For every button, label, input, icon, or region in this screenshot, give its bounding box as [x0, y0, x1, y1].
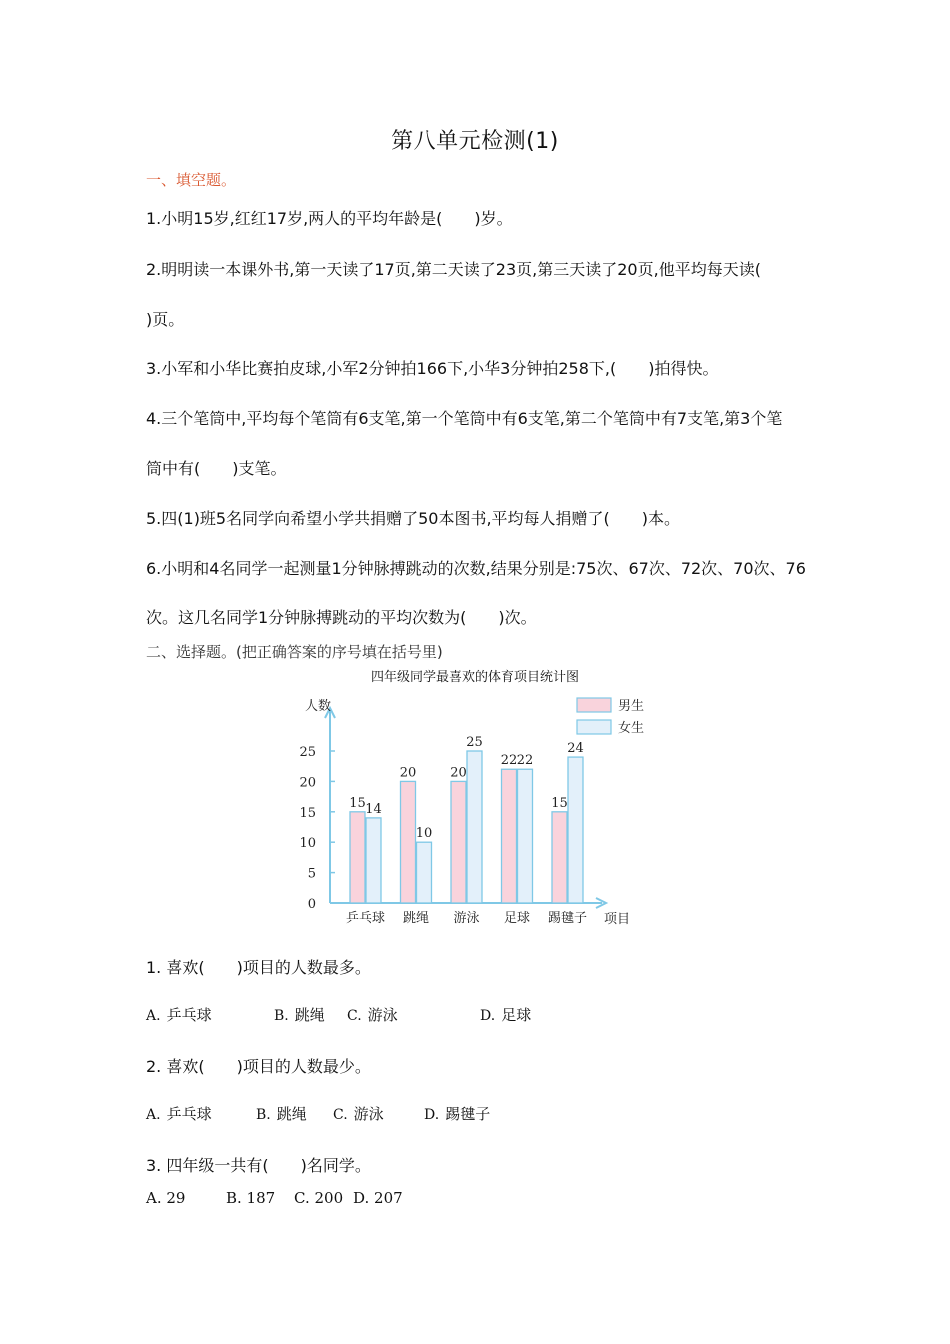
- question-fill-5: 5.四(1)班5名同学向希望小学共捐赠了50本图书,平均每人捐赠了( )本。: [146, 509, 681, 528]
- data-label: 15: [349, 795, 366, 811]
- q3-option-a: A. 29: [146, 1189, 186, 1207]
- question-choice-2: 2. 喜欢( )项目的人数最少。: [146, 1057, 371, 1076]
- y-tick-label: 20: [299, 775, 316, 791]
- q2-option-d: D. 踢毽子: [424, 1105, 491, 1123]
- q1-option-b: B. 跳绳: [274, 1006, 325, 1024]
- legend-swatch: [577, 720, 611, 734]
- chart-title: 四年级同学最喜欢的体育项目统计图: [370, 670, 579, 685]
- question-fill-1: 1.小明15岁,红红17岁,两人的平均年龄是( )岁。: [146, 209, 513, 228]
- data-label: 25: [466, 735, 483, 750]
- section-heading-fill-blanks: 一、填空题。: [146, 171, 237, 189]
- q3-option-d: D. 207: [353, 1189, 403, 1207]
- bar: [467, 751, 482, 903]
- question-choice-3: 3. 四年级一共有( )名同学。: [146, 1156, 371, 1175]
- question-fill-6-cont: 次。这几名同学1分钟脉搏跳动的平均次数为( )次。: [146, 608, 537, 627]
- question-choice-1: 1. 喜欢( )项目的人数最多。: [146, 958, 371, 977]
- bar: [502, 769, 517, 903]
- bar: [518, 769, 533, 903]
- question-fill-4-cont: 筒中有( )支笔。: [146, 459, 287, 478]
- q1-option-c: C. 游泳: [347, 1006, 398, 1024]
- data-label: 15: [551, 795, 568, 811]
- category-label: 游泳: [453, 911, 480, 926]
- legend-label: 女生: [618, 721, 645, 736]
- bar-chart: [280, 688, 660, 933]
- q2-option-b: B. 跳绳: [256, 1105, 307, 1123]
- bar: [552, 812, 567, 903]
- question-fill-2-cont: )页。: [146, 310, 185, 329]
- y-tick-label: 15: [299, 805, 316, 821]
- bar: [366, 818, 381, 903]
- bar: [568, 757, 583, 903]
- bar: [401, 781, 416, 903]
- bar: [350, 812, 365, 903]
- data-label: 22: [516, 753, 534, 769]
- y-tick-label: 5: [307, 866, 316, 882]
- legend-swatch: [577, 698, 611, 712]
- q1-option-d: D. 足球: [480, 1006, 532, 1024]
- legend-label: 男生: [618, 699, 645, 714]
- x-axis-title: 项目: [604, 912, 631, 927]
- category-label: 乒乓球: [345, 911, 386, 926]
- q2-option-c: C. 游泳: [333, 1105, 384, 1123]
- y-tick-label: 0: [307, 897, 316, 912]
- data-label: 14: [365, 801, 382, 817]
- q1-option-a: A. 乒乓球: [146, 1006, 212, 1024]
- question-fill-2: 2.明明读一本课外书,第一天读了17页,第二天读了23页,第三天读了20页,他平均每天读(: [146, 260, 761, 279]
- bar: [451, 781, 466, 903]
- data-label: 24: [567, 741, 584, 757]
- bar: [417, 842, 432, 903]
- category-label: 足球: [503, 911, 531, 926]
- q3-option-c: C. 200: [294, 1189, 344, 1207]
- section-heading-choice: 二、选择题。(把正确答案的序号填在括号里): [146, 643, 443, 661]
- data-label: 20: [399, 765, 417, 781]
- data-label: 20: [450, 765, 467, 781]
- q3-option-b: B. 187: [226, 1189, 276, 1207]
- category-label: 踢毽子: [547, 911, 588, 926]
- y-tick-label: 10: [299, 836, 316, 852]
- y-tick-label: 25: [299, 745, 316, 760]
- question-fill-3: 3.小军和小华比赛拍皮球,小军2分钟拍166下,小华3分钟拍258下,( )拍得快。: [146, 359, 719, 378]
- y-axis-title: 人数: [305, 699, 332, 714]
- question-fill-6: 6.小明和4名同学一起测量1分钟脉搏跳动的次数,结果分别是:75次、67次、72次、70次、76: [146, 559, 806, 578]
- data-label: 10: [415, 826, 433, 842]
- data-label: 22: [500, 753, 518, 769]
- category-label: 跳绳: [402, 911, 430, 926]
- page-title: 第八单元检测(1): [391, 129, 559, 154]
- question-fill-4: 4.三个笔筒中,平均每个笔筒有6支笔,第一个笔筒中有6支笔,第二个笔筒中有7支笔,第3个笔: [146, 409, 783, 428]
- q2-option-a: A. 乒乓球: [146, 1105, 212, 1123]
